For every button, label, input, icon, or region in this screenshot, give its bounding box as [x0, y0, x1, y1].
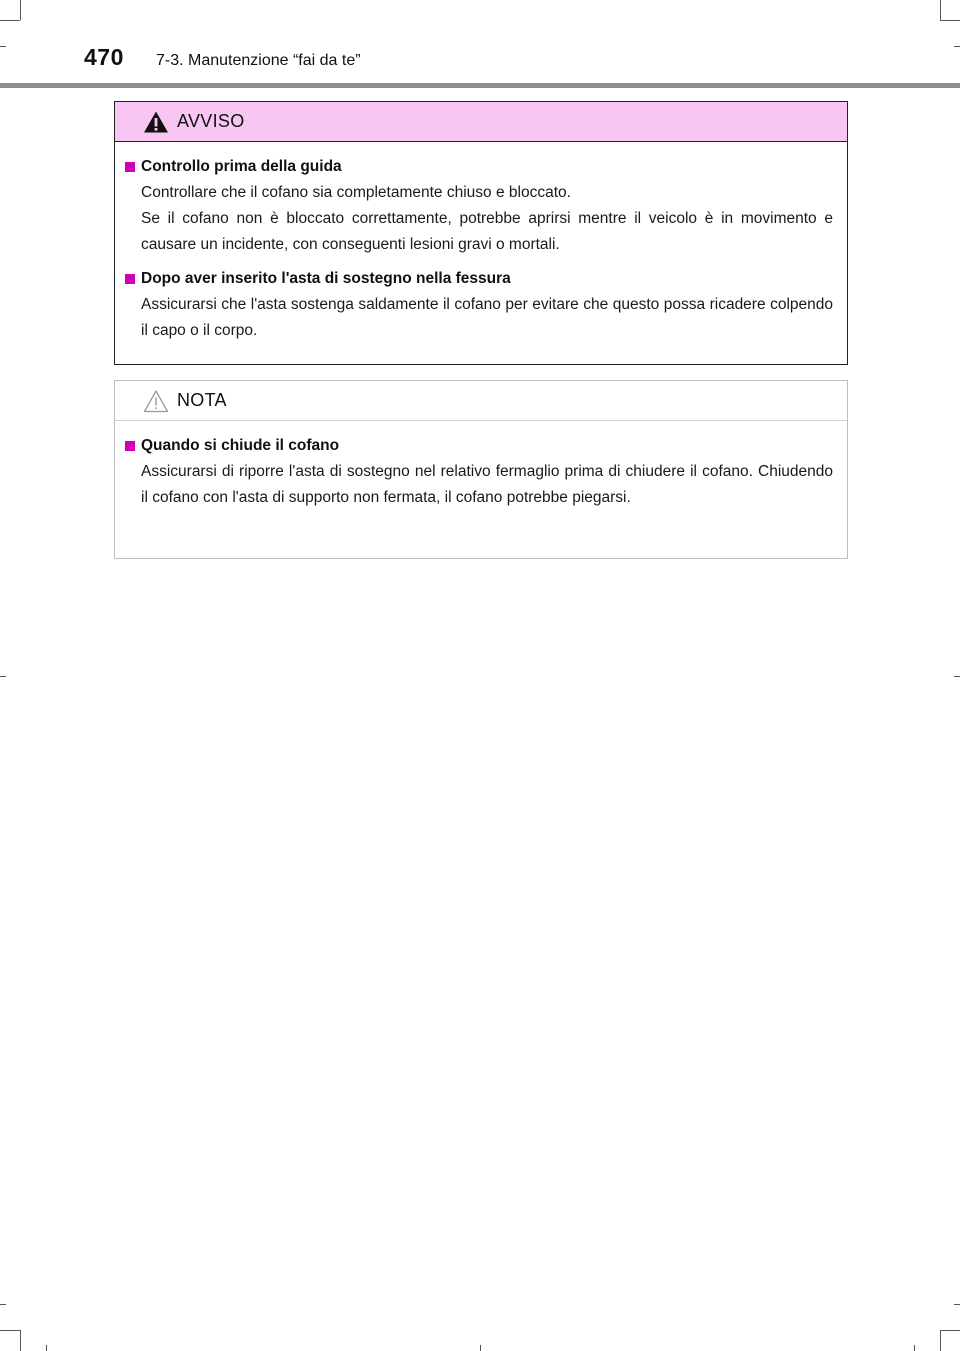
item-title	[125, 266, 833, 292]
note-box-header	[115, 381, 847, 421]
crop-mark	[20, 0, 21, 20]
item-title-text: Dopo aver inserito l'asta di sostegno nella fessura	[141, 270, 511, 287]
warning-box	[114, 101, 848, 365]
note-box	[114, 380, 848, 559]
item-title	[125, 433, 833, 459]
crop-mark	[0, 1304, 6, 1305]
header-rule	[0, 83, 960, 88]
item-title-text: Quando si chiude il cofano	[141, 437, 340, 454]
paragraph: Se il cofano non è bloccato correttamente, potrebbe aprirsi mentre il veicolo è in movimento e causare un incidente, con conseguenti lesioni gravi o mortali.	[141, 210, 833, 253]
crop-mark	[20, 1330, 21, 1351]
crop-mark	[914, 1345, 915, 1351]
crop-mark	[940, 0, 941, 20]
square-bullet-icon	[125, 441, 135, 451]
square-bullet-icon	[125, 162, 135, 172]
section-title: 7-3. Manutenzione “fai da te”	[156, 52, 361, 69]
crop-mark	[954, 1304, 960, 1305]
item-text	[141, 292, 833, 344]
item-title	[125, 154, 833, 180]
item-title-text: Controllo prima della guida	[141, 158, 342, 175]
crop-mark	[940, 1330, 941, 1351]
crop-mark	[46, 1345, 47, 1351]
warning-box-label: AVVISO	[177, 111, 245, 131]
crop-mark	[0, 20, 20, 21]
page-header	[0, 40, 960, 90]
crop-mark	[0, 676, 6, 677]
note-box-body	[115, 421, 847, 511]
note-box-label: NOTA	[177, 390, 227, 410]
paragraph: Controllare che il cofano sia completamente chiuso e bloccato.	[141, 184, 571, 201]
crop-mark	[940, 1330, 960, 1331]
square-bullet-icon	[125, 274, 135, 284]
crop-mark	[0, 1330, 20, 1331]
crop-mark	[480, 1345, 481, 1351]
paragraph: Assicurarsi che l'asta sostenga saldamente il cofano per evitare che questo possa ricadere colpendo il capo o il corpo.	[141, 296, 833, 339]
list-item	[125, 154, 833, 258]
list-item	[125, 266, 833, 344]
item-text	[141, 180, 833, 258]
caution-triangle-outline-icon	[143, 389, 169, 413]
list-item	[125, 433, 833, 511]
crop-mark	[940, 20, 960, 21]
paragraph: Assicurarsi di riporre l'asta di sostegno nel relativo fermaglio prima di chiudere il cofano. Chiudendo il cofano con l'asta di supporto non fermata, il cofano potrebbe piegarsi.	[141, 463, 833, 506]
page-number: 470	[84, 44, 124, 70]
warning-box-header	[115, 102, 847, 142]
warning-box-body	[115, 142, 847, 344]
warning-triangle-icon	[143, 110, 169, 134]
crop-mark	[954, 676, 960, 677]
item-text	[141, 459, 833, 511]
